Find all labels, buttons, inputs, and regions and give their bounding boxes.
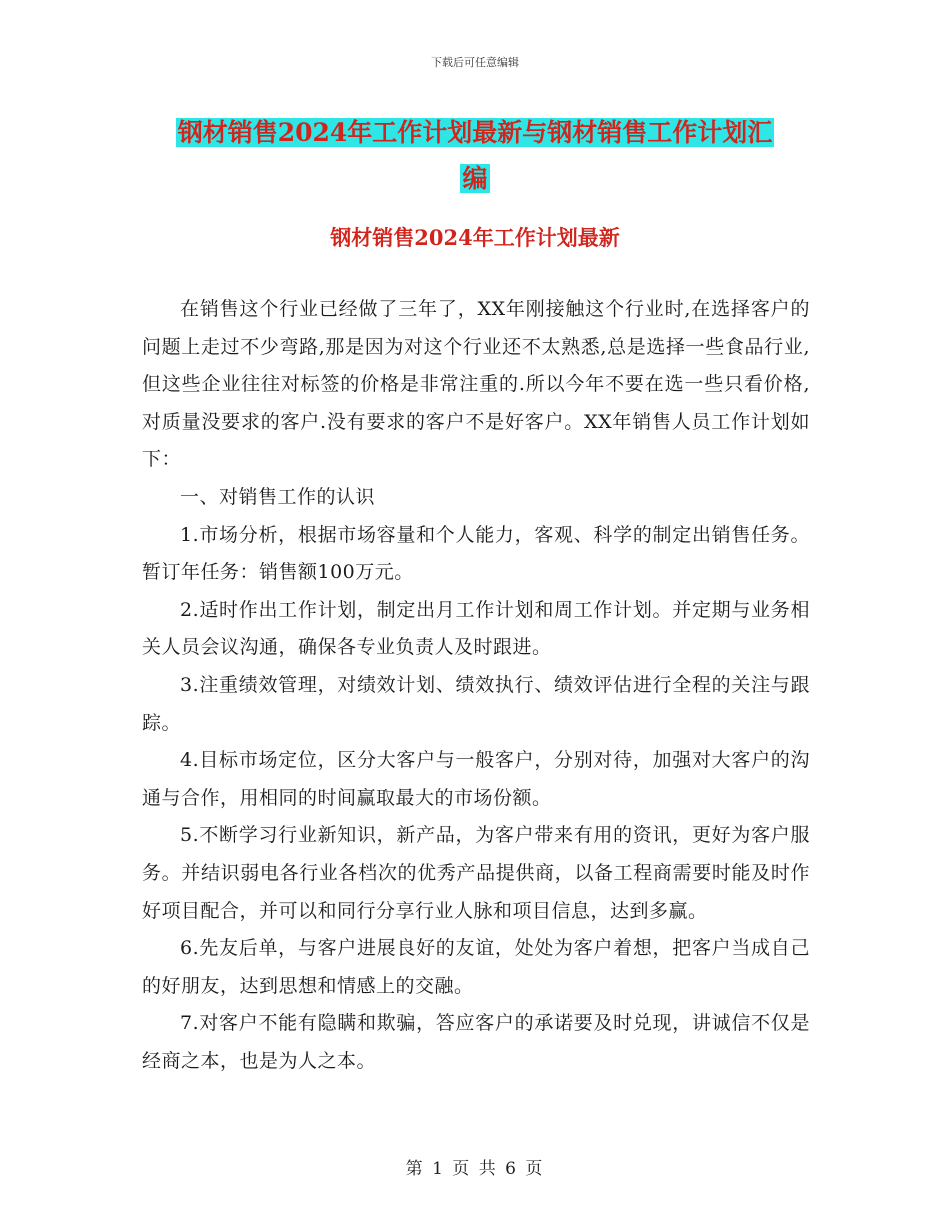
title-line-1: 钢材销售2024年工作计划最新与钢材销售工作计划汇 <box>177 118 773 147</box>
paragraph-intro: 在销售这个行业已经做了三年了，XX年刚接触这个行业时,在选择客户的问题上走过不少弯路,那是因为对这个行业还不太熟悉,总是选择一些食品行业,但这些企业往往对标签的价格是非常注重的.所以今年不要在选一些只看价格,对质量没要求的客户.没有要求的客户不是好客户。XX年销售人员工作计划如下： <box>142 298 810 471</box>
header-note: 下载后可任意编辑 <box>431 56 519 69</box>
document-body <box>142 291 810 1080</box>
paragraph-item-5: 5.不断学习行业新知识，新产品，为客户带来有用的资讯，更好为客户服务。并结识弱电各行业各档次的优秀产品提供商，以备工程商需要时能及时作好项目配合，并可以和同行分享行业人脉和项目信息，达到多赢。 <box>142 824 810 922</box>
title-line-2: 编 <box>462 164 488 193</box>
paragraph-item-2: 2.适时作出工作计划，制定出月工作计划和周工作计划。并定期与业务相关人员会议沟通，确保各专业负责人及时跟进。 <box>142 598 810 659</box>
paragraph-item-4: 4.目标市场定位，区分大客户与一般客户，分别对待，加强对大客户的沟通与合作，用相同的时间赢取最大的市场份额。 <box>142 749 810 809</box>
paragraph-item-7: 7.对客户不能有隐瞒和欺骗，答应客户的承诺要及时兑现，讲诚信不仅是经商之本，也是为人之本。 <box>142 1012 810 1072</box>
document-title <box>140 110 810 202</box>
paragraph-subheading: 一、对销售工作的认识 <box>180 485 376 508</box>
page-footer: 第 1 页 共 6 页 <box>405 1159 545 1179</box>
paragraph-item-1: 1.市场分析，根据市场容量和个人能力，客观、科学的制定出销售任务。暂订年任务：销售额100万元。 <box>142 523 810 584</box>
paragraph-item-3: 3.注重绩效管理，对绩效计划、绩效执行、绩效评估进行全程的关注与跟踪。 <box>142 673 810 734</box>
section-heading: 钢材销售2024年工作计划最新 <box>330 225 620 250</box>
paragraph-item-6: 6.先友后单，与客户进展良好的友谊，处处为客户着想，把客户当成自己的好朋友，达到思想和情感上的交融。 <box>142 937 810 997</box>
